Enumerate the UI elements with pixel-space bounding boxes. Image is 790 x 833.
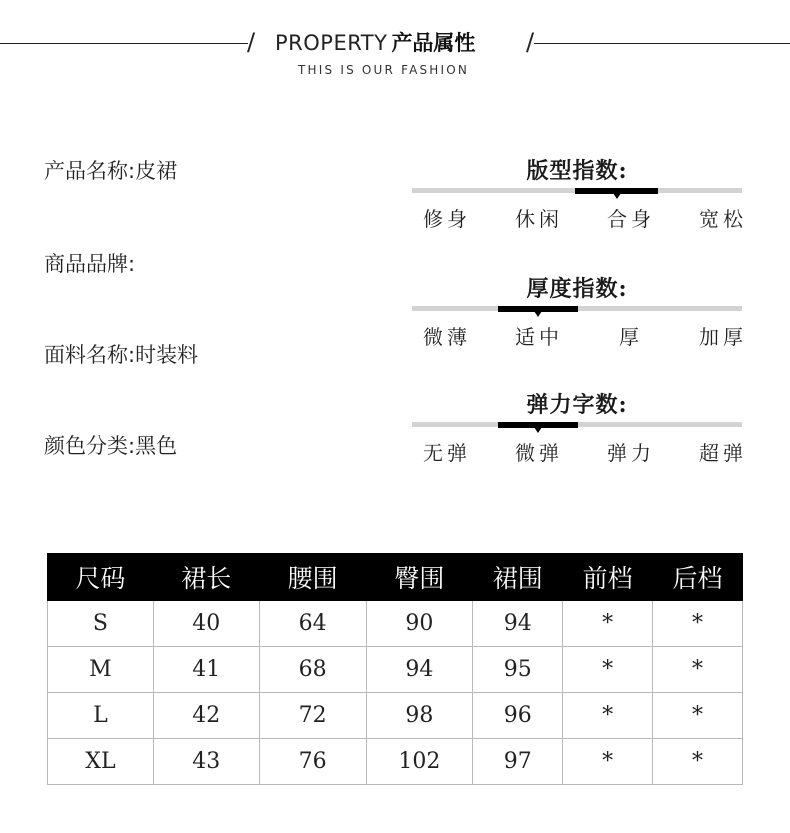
header-divider-right <box>534 43 790 44</box>
table-cell: 94 <box>473 601 563 647</box>
table-cell: * <box>653 739 743 785</box>
scale-title: 版型指数: <box>526 158 628 184</box>
table-cell: XL <box>48 739 154 785</box>
size-table-header-row <box>48 554 743 601</box>
table-cell: 76 <box>259 739 366 785</box>
table-row <box>48 693 743 739</box>
scale-fit <box>412 156 747 256</box>
header-size: 尺码 <box>48 554 154 601</box>
header-slash-left: / <box>247 28 256 56</box>
table-cell: 102 <box>366 739 473 785</box>
table-cell: * <box>653 601 743 647</box>
scale-label: 合身 <box>607 207 655 231</box>
header-waist: 腰围 <box>259 554 366 601</box>
table-cell: 94 <box>366 647 473 693</box>
scale-label: 超弹 <box>699 441 747 465</box>
header-back-rise: 后档 <box>653 554 743 601</box>
header-title-en: PROPERTY <box>275 31 388 55</box>
header-divider-left <box>0 43 248 44</box>
scale-title: 弹力字数: <box>526 392 628 418</box>
table-cell: * <box>563 647 653 693</box>
size-table <box>47 553 743 785</box>
scale-label: 休闲 <box>515 207 563 231</box>
table-cell: M <box>48 647 154 693</box>
scale-label: 适中 <box>515 325 563 349</box>
scale-pointer-icon <box>534 311 542 317</box>
table-cell: 72 <box>259 693 366 739</box>
scale-label: 微弹 <box>515 441 563 465</box>
table-row <box>48 601 743 647</box>
scale-label: 无弹 <box>423 441 471 465</box>
table-cell: 68 <box>259 647 366 693</box>
table-cell: 64 <box>259 601 366 647</box>
property-fabric: 面料名称:时装料 <box>44 343 199 367</box>
table-cell: * <box>653 647 743 693</box>
header-hip: 臀围 <box>366 554 473 601</box>
scale-label: 宽松 <box>699 207 747 231</box>
table-cell: 42 <box>153 693 259 739</box>
property-color: 颜色分类:黑色 <box>44 434 178 458</box>
scale-label: 微薄 <box>423 325 471 349</box>
table-row <box>48 647 743 693</box>
table-cell: 96 <box>473 693 563 739</box>
table-cell: * <box>653 693 743 739</box>
table-cell: 95 <box>473 647 563 693</box>
table-cell: S <box>48 601 154 647</box>
header-title-cn: 产品属性 <box>391 31 476 55</box>
scale-pointer-icon <box>534 427 542 433</box>
scale-title: 厚度指数: <box>526 276 628 302</box>
scale-pointer-icon <box>613 193 621 199</box>
scale-label: 厚 <box>619 325 643 349</box>
table-row <box>48 739 743 785</box>
header-slash-right: / <box>526 28 535 56</box>
table-cell: L <box>48 693 154 739</box>
header-skirt-length: 裙长 <box>153 554 259 601</box>
table-cell: 98 <box>366 693 473 739</box>
scale-elasticity <box>412 390 747 490</box>
scale-thickness <box>412 274 747 374</box>
table-cell: 40 <box>153 601 259 647</box>
header-title <box>275 29 520 57</box>
header-subtitle: THIS IS OUR FASHION <box>298 63 470 77</box>
table-cell: 90 <box>366 601 473 647</box>
property-product-name: 产品名称:皮裙 <box>44 159 178 183</box>
table-cell: * <box>563 693 653 739</box>
table-cell: 97 <box>473 739 563 785</box>
header-front-rise: 前档 <box>563 554 653 601</box>
table-cell: 43 <box>153 739 259 785</box>
scale-label: 弹力 <box>607 441 655 465</box>
scale-label: 加厚 <box>699 325 747 349</box>
property-brand: 商品品牌: <box>44 252 136 276</box>
table-cell: * <box>563 739 653 785</box>
scale-label: 修身 <box>423 207 471 231</box>
header-hem: 裙围 <box>473 554 563 601</box>
table-cell: 41 <box>153 647 259 693</box>
table-cell: * <box>563 601 653 647</box>
